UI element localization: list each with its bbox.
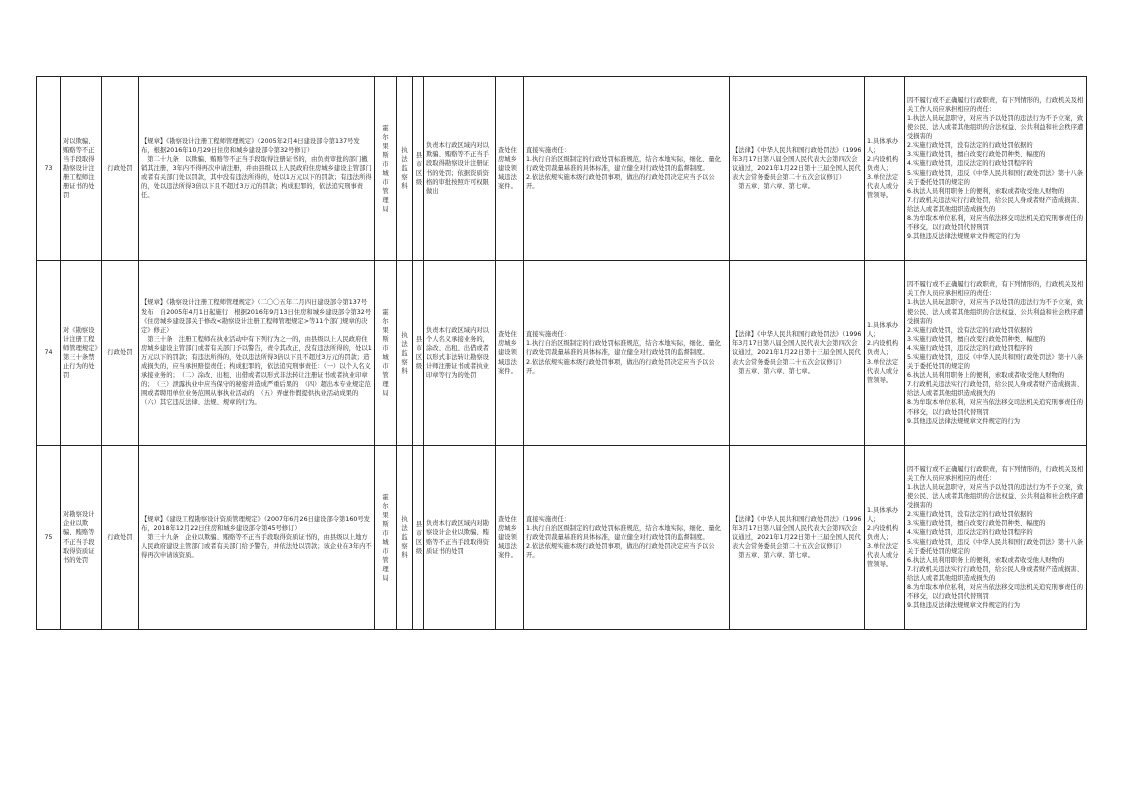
table-row (37, 77, 1087, 261)
row-number: 75 (37, 446, 61, 630)
implementing-subject: 霍尔果斯市城市管理局 (375, 446, 397, 630)
legal-basis: 【规章】《勘察设计注册工程师管理规定》（二〇〇五年二月四日建设部令第137号发布 自2005年4月1日起施行 根据2016年9月13日住房和城乡建设部令第32号《住房城乡建设部关于修改<勘察设计注册工程师管理规定>等11个部门规章的决定》修正） 第三十条 注册工程师在执业活动中有下列行为之一的，由县级以上人民政府住房城乡建设主管部门或者有关部门予以警告，责令其改正，没有违法所得的，处以1万元以下的罚款；有违法所得的，处以违法所得3倍以下且不超过3万元的罚款；造成损失的，应当承担赔偿责任；构成犯罪的，依法追究刑事责任：（一）以个人名义承接业务的； （二）涂改、出租、出借或者以形式非法转让注册证书或者执业印章的； （三）泄露执业中应当保守的秘密并造成严重后果的 （四）超出本专业规定范围或者聘用单位业务范围从事执业活动的 （五）弄虚作假提供执业活动成果的 （六）其它违反法律、法规、规章的行为。 (139, 261, 375, 446)
row-number: 74 (37, 261, 61, 446)
item-name: 对《勘察设计注册工程师管理规定》第三十条禁止行为的处罚 (61, 261, 102, 446)
responsibility-subject: 1.具体承办人； 2.内设机构负责人； 3.单位法定代表人或分管领导。 (865, 446, 905, 630)
table-row (37, 261, 1087, 446)
item-category: 行政处罚 (102, 446, 139, 630)
row-number: 73 (37, 77, 61, 261)
duty-description: 查处住房城乡建设领域违法案件。 (496, 446, 524, 630)
execution-responsibility: 直接实施责任： 1.执行自治区级制定的行政处罚标准规范，结合本地实际，细化、量化行政处罚裁量基准的具体标准，建立健全对行政处罚的监督制度。 2.依法依规实施本级行政处罚事项，做出的行政处罚决定应当予以公开。 (524, 77, 730, 261)
duty-description: 查处住房城乡建设领域违法案件。 (496, 77, 524, 261)
responsibility-scope: 负责本行政区域内对以个人名义承接业务的，涂改、出租、出借或者以形式非法转让勘察设计师注册证书或者执业印章等行为的处罚 (424, 261, 496, 446)
table-row (37, 446, 1087, 630)
administrative-level: 县市区级 (413, 446, 424, 630)
implementing-subject: 霍尔果斯市城市管理局 (375, 77, 397, 261)
administrative-level: 县市区级 (413, 77, 424, 261)
accountability-clauses: 因不履行或不正确履行行政职责，有下列情形的，行政机关及相关工作人员应承担相应的责任： 1.执法人员玩忽职守，对应当予以处罚的违法行为不予立案，致使公民、法人或者其他组织的合法权益、公共利益和社会秩序遭受损害的 2.实施行政处罚，没有法定的行政处罚依据的 3.实施行政处罚，擅自改变行政处罚种类、幅度的 4.实施行政处罚，违反法定的行政处罚程序的 5.实施行政处罚，违反《中华人民共和国行政处罚法》第十八条关于委托处罚的规定的 6.执法人员利用职务上的便利，索取或者收受他人财物的 7.行政机关违法实行行政处罚，给公民人身或者财产造成损害、给法人或者其他组织造成损失的 8.为牟取本单位私利，对应当依法移交司法机关追究刑事责任的不移交，以行政处罚代替刑罚 9.其他违反法律法规规章文件规定的行为 (905, 446, 1087, 630)
execution-responsibility: 直接实施责任： 1.执行自治区级制定的行政处罚标准规范，结合本地实际，细化、量化行政处罚裁量基准的具体标准，建立健全对行政处罚的监督制度。 2.依法依规实施本级行政处罚事项，做出的行政处罚决定应当予以公开。 (524, 261, 730, 446)
legal-basis: 【规章】《勘察设计注册工程师管理规定》（2005年2月4日建设部令第137号发布，根据2016年10月29日住房和城乡建设部令第32号修订） 第二十九条 以欺骗、贿赂等不正当手段取得注册证书的，由负责审批的部门撤销其注册，3年内不得再次申请注册，并由县级以上人民政府住房城乡建设主管部门或者有关部门处以罚款，其中没有违法所得的，处以1万元以下的罚款；有违法所得的，处以违法所得3倍以下且不超过3万元的罚款；构成犯罪的，依法追究刑事责任。 (139, 77, 375, 261)
law-reference: 【法律】《中华人民共和国行政处罚法》（1996年3月17日第八届全国人民代表大会第四次会议通过，2021年1月22日第十三届全国人民代表大会常务委员会第二十五次会议修订） 第五章、第六章、第七章。 (730, 77, 865, 261)
execution-responsibility: 直接实施责任： 1.执行自治区级制定的行政处罚标准规范，结合本地实际，细化、量化行政处罚裁量基准的具体标准，建立健全对行政处罚的监督制度。 2.依法依规实施本级行政处罚事项，做出的行政处罚决定应当予以公开。 (524, 446, 730, 630)
power-list-table (36, 76, 1087, 630)
item-name: 对以欺骗、贿赂等不正当手段取得勘察设计注册工程师注册证书的处罚 (61, 77, 102, 261)
item-category: 行政处罚 (102, 77, 139, 261)
accountability-clauses: 因不履行或不正确履行行政职责，有下列情形的，行政机关及相关工作人员应承担相应的责任： 1.执法人员玩忽职守，对应当予以处罚的违法行为不予立案，致使公民、法人或者其他组织的合法权益、公共利益和社会秩序遭受损害的 2.实施行政处罚，没有法定的行政处罚依据的 3.实施行政处罚，擅自改变行政处罚种类、幅度的 4.实施行政处罚，违反法定的行政处罚程序的 5.实施行政处罚，违反《中华人民共和国行政处罚法》第十八条关于委托处罚的规定的 6.执法人员利用职务上的便利，索取或者收受他人财物的 7.行政机关违法实行行政处罚，给公民人身或者财产造成损害、给法人或者其他组织造成损失的 8.为牟取本单位私利，对应当依法移交司法机关追究刑事责任的不移交，以行政处罚代替刑罚 9.其他违反法律法规规章文件规定的行为 (905, 261, 1087, 446)
law-reference: 【法律】《中华人民共和国行政处罚法》（1996年3月17日第八届全国人民代表大会第四次会议通过，2021年1月22日第十三届全国人民代表大会常务委员会第二十五次会议修订） 第五章、第六章、第七章。 (730, 261, 865, 446)
administrative-level: 县市区级 (413, 261, 424, 446)
item-name: 对勘察设计企业以欺骗、贿赂等不正当手段取得资质证书的处罚 (61, 446, 102, 630)
implementing-subject: 霍尔果斯市城市管理局 (375, 261, 397, 446)
responsibility-scope: 负责本行政区域内对勘察设计企业以欺骗、贿赂等不正当手段取得资质证书的处罚 (424, 446, 496, 630)
law-reference: 【法律】《中华人民共和国行政处罚法》（1996年3月17日第八届全国人民代表大会第四次会议通过，2021年1月22日第十三届全国人民代表大会常务委员会第二十五次会议修订） 第五章、第六章、第七章。 (730, 446, 865, 630)
responsibility-subject: 1.具体承办人； 2.内设机构负责人； 3.单位法定代表人或分管领导。 (865, 261, 905, 446)
responsibility-scope: 负责本行政区域内对以欺骗、贿赂等不正当手段取得勘察设计注册证书的处罚；依据资质资格的审批按照许可权限做出 (424, 77, 496, 261)
responsible-department: 执法监察科 (397, 261, 413, 446)
legal-basis: 【规章】《建设工程勘察设计资质管理规定》（2007年6月26日建设部令第160号发布，2018年12月22日住房和城乡建设部令第45号修订） 第三十九条 企业以欺骗、贿赂等不正当手段取得资质证书的，由县级以上地方人民政府建设主管部门或者有关部门给予警告，并依法处以罚款；该企业在3年内不得再次申请该资质。 (139, 446, 375, 630)
duty-description: 查处住房城乡建设领域违法案件。 (496, 261, 524, 446)
responsible-department: 执法监察科 (397, 446, 413, 630)
responsible-department: 执法监察科 (397, 77, 413, 261)
responsibility-subject: 1.具体承办人； 2.内设机构负责人； 3.单位法定代表人或分管领导。 (865, 77, 905, 261)
item-category: 行政处罚 (102, 261, 139, 446)
accountability-clauses: 因不履行或不正确履行行政职责，有下列情形的，行政机关及相关工作人员应承担相应的责任： 1.执法人员玩忽职守，对应当予以处罚的违法行为不予立案，致使公民、法人或者其他组织的合法权益、公共利益和社会秩序遭受损害的 2.实施行政处罚，没有法定的行政处罚依据的 3.实施行政处罚，擅自改变行政处罚种类、幅度的 4.实施行政处罚，违反法定的行政处罚程序的 5.实施行政处罚，违反《中华人民共和国行政处罚法》第十八条关于委托处罚的规定的 6.执法人员利用职务上的便利，索取或者收受他人财物的 7.行政机关违法实行行政处罚，给公民人身或者财产造成损害、给法人或者其他组织造成损失的 8.为牟取本单位私利，对应当依法移交司法机关追究刑事责任的不移交，以行政处罚代替刑罚 9.其他违反法律法规规章文件规定的行为 (905, 77, 1087, 261)
